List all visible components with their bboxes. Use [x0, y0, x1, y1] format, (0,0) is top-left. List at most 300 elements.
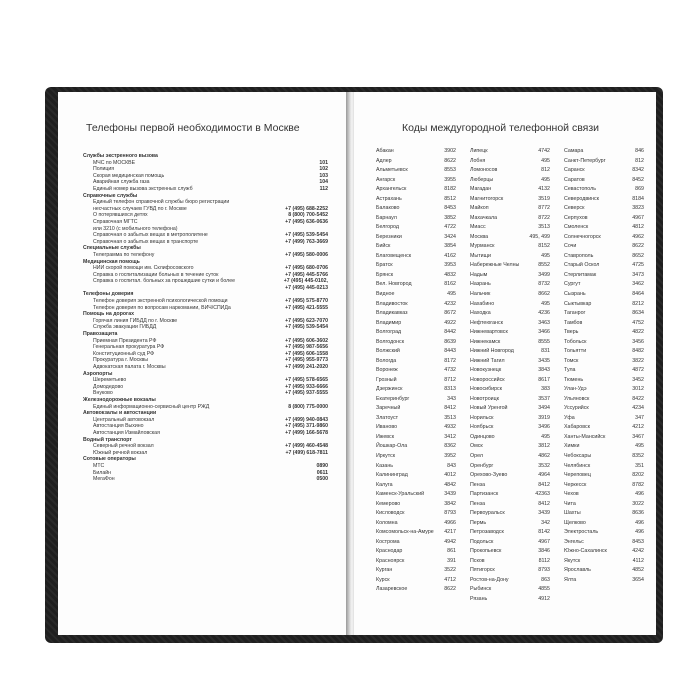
area-code-row: [376, 376, 456, 386]
city-name: Тула: [564, 367, 576, 374]
phone-entry: [83, 470, 328, 477]
area-code-row: [376, 300, 456, 310]
section-heading-label: Аэропорты: [83, 370, 113, 377]
city-name: Владивосток: [376, 300, 408, 307]
phone-number: +7 (495) 688-2252: [285, 205, 328, 212]
city-name: Чебоксары: [564, 453, 592, 459]
area-code-row: [470, 576, 550, 586]
dialing-code: 812: [635, 157, 644, 164]
dialing-code: 4162: [444, 252, 456, 259]
area-code-row: [470, 328, 550, 338]
city-name: Березники: [376, 233, 402, 240]
phone-number: 0611: [316, 469, 328, 476]
area-code-row: [376, 471, 456, 481]
dialing-code: 4732: [444, 367, 456, 374]
city-name: Магадан: [470, 186, 492, 193]
dialing-code: 495: [541, 176, 550, 183]
city-name: Якутск: [564, 557, 581, 564]
city-name: Братск: [376, 262, 393, 269]
dialing-code: 495: [635, 443, 644, 450]
dialing-code: 391: [447, 557, 456, 564]
phone-entry: [83, 351, 328, 358]
phone-entry-label: Южный речной вокзал: [93, 449, 148, 456]
dialing-code: 812: [541, 167, 550, 174]
area-code-row: [470, 261, 550, 271]
phone-number: +7 (495) 575-8770: [285, 298, 328, 305]
city-name: Астрахань: [376, 195, 402, 202]
city-name: Ноябрьск: [470, 424, 494, 431]
phone-entry-label: МегаФон: [93, 476, 115, 483]
dialing-code: 8782: [632, 481, 644, 488]
phone-entry: [83, 417, 328, 424]
dialing-code: 8722: [538, 214, 550, 221]
dialing-code: 3522: [444, 567, 456, 574]
phone-number: +7 (495) 606-3602: [285, 337, 328, 344]
phone-entry-label: Справка о госпитализации больных в течение суток: [93, 271, 219, 278]
area-code-row: [470, 557, 550, 567]
area-code-row: [376, 538, 456, 548]
dialing-code: 3953: [444, 262, 456, 269]
area-code-row: [564, 528, 644, 538]
city-name: Нальчик: [470, 290, 491, 297]
phone-number: +7 (495) 445-5766: [285, 271, 328, 278]
dialing-code: 4725: [632, 262, 644, 269]
phone-number: +7 (495) 636-0636: [285, 218, 328, 225]
phone-number: 0890: [316, 462, 328, 469]
phone-entry: [83, 265, 328, 272]
city-name: Комсомольск-на-Амуре: [376, 529, 434, 536]
section-heading-label: Специальные службы: [83, 245, 141, 252]
dialing-code: 3519: [538, 195, 550, 202]
dialing-code: 3463: [538, 319, 550, 326]
area-code-row: [376, 442, 456, 452]
city-name: Петрозаводск: [470, 529, 504, 536]
dialing-code: 3952: [444, 453, 456, 459]
dialing-code: 3439: [444, 491, 456, 498]
phone-entry: [83, 476, 328, 483]
city-name: Орел: [470, 453, 483, 459]
area-code-row: [376, 290, 456, 300]
phone-entry-label: Генеральная прокуратура РФ: [93, 344, 165, 351]
dialing-code: 8732: [538, 281, 550, 288]
city-name: Калуга: [376, 481, 393, 488]
dialing-code: 8172: [444, 357, 456, 364]
area-code-row: [376, 490, 456, 500]
dialing-code: 8552: [538, 262, 550, 269]
dialing-code: 8662: [538, 290, 550, 297]
area-code-row: [564, 166, 644, 176]
area-code-row: [376, 385, 456, 395]
area-code-row: [376, 404, 456, 414]
city-name: Новотроицк: [470, 395, 499, 402]
city-name: Томск: [564, 357, 579, 364]
city-name: Набережные Челны: [470, 262, 520, 269]
section-heading-label: Медицинская помощь: [83, 258, 140, 265]
dialing-code: 8622: [632, 243, 644, 250]
dialing-code: 843: [447, 462, 456, 469]
dialing-code: 4012: [444, 472, 456, 479]
phone-entry-label: Прокуратура г. Москвы: [93, 357, 148, 364]
area-code-row: [470, 395, 550, 405]
area-code-row: [470, 252, 550, 262]
city-name: Махачкала: [470, 214, 498, 221]
dialing-code: 8362: [444, 443, 456, 450]
dialing-code: 3846: [538, 548, 550, 555]
area-code-row: [376, 481, 456, 491]
area-code-column: [564, 147, 644, 605]
section-heading-label: Службы экстренного вызова: [83, 153, 158, 159]
dialing-code: 8313: [444, 386, 456, 393]
phone-entry: [83, 318, 328, 325]
area-code-row: [470, 385, 550, 395]
area-code-row: [376, 557, 456, 567]
dialing-code: 3462: [632, 281, 644, 288]
dialing-code: 3955: [444, 176, 456, 183]
area-code-row: [470, 185, 550, 195]
area-code-row: [470, 233, 550, 243]
area-code-row: [470, 433, 550, 443]
dialing-code: 3022: [632, 500, 644, 507]
city-name: Альметьевск: [376, 167, 408, 174]
city-name: Бийск: [376, 243, 391, 250]
area-code-row: [376, 195, 456, 205]
city-name: Сыктывкар: [564, 300, 592, 307]
area-code-row: [564, 319, 644, 329]
area-code-row: [376, 585, 456, 595]
phone-entry-label: Автостанция Выхино: [93, 423, 144, 430]
phone-entry: [83, 430, 328, 437]
area-code-row: [376, 414, 456, 424]
dialing-code: 3439: [538, 510, 550, 517]
section-heading: [83, 456, 328, 463]
phone-entry: [83, 324, 328, 331]
area-code-row: [564, 395, 644, 405]
city-name: Находка: [470, 310, 491, 317]
city-name: Лазаревское: [376, 586, 408, 593]
city-name: Кемерово: [376, 500, 401, 507]
dialing-code: 4232: [444, 300, 456, 307]
dialing-code: 8793: [538, 567, 550, 574]
phone-entry: [83, 423, 328, 430]
city-name: Лобня: [470, 157, 486, 164]
city-name: Надым: [470, 271, 488, 278]
phone-entry-label: Приемная Президента РФ: [93, 337, 157, 344]
dialing-code: 3902: [444, 148, 456, 154]
city-name: Уссурийск: [564, 405, 589, 412]
city-name: Кострома: [376, 538, 400, 545]
dialing-code: 4234: [632, 405, 644, 412]
area-code-row: [564, 500, 644, 510]
dialing-code: 3467: [632, 433, 644, 440]
dialing-code: 8142: [538, 529, 550, 536]
dialing-code: 8617: [538, 376, 550, 383]
city-name: Ангарск: [376, 176, 396, 183]
section-heading-label: Справочные службы: [83, 192, 138, 199]
city-name: Красноярск: [376, 557, 405, 564]
dialing-code: 3823: [632, 205, 644, 212]
phone-entry-label: НИИ скорой помощи им. Склифосовского: [93, 265, 194, 272]
city-name: Белгород: [376, 224, 399, 231]
area-code-row: [376, 423, 456, 433]
city-name: Химки: [564, 443, 580, 450]
dialing-code: 3496: [538, 424, 550, 431]
area-code-row: [376, 462, 456, 472]
city-name: Чехов: [564, 491, 579, 498]
dialing-code: 4132: [538, 186, 550, 193]
phone-number: +7 (499) 940-0843: [285, 416, 328, 423]
area-code-row: [564, 204, 644, 214]
phone-entry: [83, 305, 328, 312]
dialing-code: 8212: [632, 300, 644, 307]
phone-number: +7 (495) 623-7070: [285, 317, 328, 324]
area-code-column: [470, 147, 550, 605]
area-codes-table: [376, 147, 644, 605]
phone-entry-label: Аварийная служба газа: [93, 179, 150, 186]
dialing-code: 42363: [535, 491, 550, 498]
area-code-row: [470, 271, 550, 281]
city-name: Курск: [376, 576, 390, 583]
city-name: Вологда: [376, 357, 397, 364]
city-name: Воронеж: [376, 367, 398, 374]
dialing-code: 496: [635, 491, 644, 498]
area-code-row: [564, 233, 644, 243]
section-heading: [83, 311, 328, 318]
phone-entry: [83, 226, 328, 233]
city-name: Ульяновск: [564, 395, 590, 402]
area-code-row: [376, 261, 456, 271]
dialing-code: 8622: [444, 586, 456, 593]
phone-entry-label: Скорая медицинская помощь: [93, 172, 165, 179]
city-name: Новый Уренгой: [470, 405, 508, 412]
dialing-code: 8443: [444, 348, 456, 355]
city-name: Сургут: [564, 281, 581, 288]
phone-entry-label: Справочная о забытых вещах в транспорте: [93, 238, 199, 245]
area-code-row: [376, 528, 456, 538]
dialing-code: 4852: [632, 567, 644, 574]
dialing-code: 4964: [538, 472, 550, 479]
phone-number: +7 (495) 371-9860: [285, 423, 328, 430]
phone-entry-label: Телеграмма по телефону: [93, 251, 155, 258]
city-name: Шахты: [564, 510, 581, 517]
dialing-code: 4842: [444, 481, 456, 488]
city-name: Севастополь: [564, 186, 596, 193]
city-name: Пермь: [470, 519, 487, 526]
city-name: Тобольск: [564, 338, 587, 345]
area-code-row: [376, 338, 456, 348]
phone-entry: [83, 344, 328, 351]
phone-entry: [83, 272, 328, 279]
city-name: Люберцы: [470, 176, 494, 183]
phone-entry-label: Внуково: [93, 390, 113, 397]
dialing-code: 8442: [444, 329, 456, 336]
area-code-row: [376, 147, 456, 157]
phone-entry: [83, 357, 328, 364]
area-code-row: [470, 462, 550, 472]
city-name: Нижневартовск: [470, 329, 508, 336]
area-code-row: [564, 157, 644, 167]
area-code-row: [376, 500, 456, 510]
area-code-row: [470, 376, 550, 386]
section-heading-label: Сотовые операторы: [83, 456, 136, 463]
city-name: Прокопьевск: [470, 548, 502, 555]
city-name: Казань: [376, 462, 394, 469]
section-heading-label: Помощь на дорогах: [83, 311, 134, 318]
right-page: [354, 92, 656, 635]
area-code-row: [470, 490, 550, 500]
city-name: Новокузнецк: [470, 367, 502, 374]
city-name: Электросталь: [564, 529, 599, 536]
city-name: Хабаровск: [564, 424, 590, 431]
phone-entry: [83, 199, 328, 206]
phone-entry-label: О потерявшихся детях: [93, 212, 148, 219]
city-name: Благовещенск: [376, 252, 412, 259]
area-code-row: [564, 547, 644, 557]
dialing-code: 8634: [632, 310, 644, 317]
dialing-code: 351: [635, 462, 644, 469]
dialing-code: 3513: [538, 224, 550, 231]
area-code-row: [376, 452, 456, 462]
area-code-row: [564, 147, 644, 157]
city-name: Саранск: [564, 167, 585, 174]
dialing-code: 3466: [538, 329, 550, 336]
phone-number: +7 (495) 578-6565: [285, 377, 328, 384]
phone-entry: [83, 338, 328, 345]
phone-entry: [83, 160, 328, 167]
dialing-code: 4932: [444, 424, 456, 431]
area-code-row: [564, 338, 644, 348]
area-code-row: [564, 462, 644, 472]
phone-entry: [83, 443, 328, 450]
city-name: Череповец: [564, 472, 591, 479]
city-name: Саратов: [564, 176, 585, 183]
area-code-row: [376, 509, 456, 519]
city-name: Коломна: [376, 519, 398, 526]
dialing-code: 496: [635, 519, 644, 526]
city-name: Черкесск: [564, 481, 587, 488]
area-code-row: [470, 595, 550, 605]
city-name: Адлер: [376, 157, 392, 164]
phone-entry-label: или 3210 (с мобильного телефона): [93, 225, 178, 232]
phone-entry-label: Служба эвакуации ГИБДД: [93, 324, 157, 331]
area-code-row: [470, 585, 550, 595]
area-code-row: [470, 471, 550, 481]
phone-number: +7 (495) 955-9773: [285, 357, 328, 364]
area-code-row: [564, 509, 644, 519]
area-code-row: [564, 433, 644, 443]
dialing-code: 8512: [444, 195, 456, 202]
area-code-row: [376, 233, 456, 243]
area-code-row: [564, 481, 644, 491]
dialing-code: 8112: [538, 557, 550, 564]
area-code-row: [376, 157, 456, 167]
area-code-row: [564, 290, 644, 300]
section-heading: [83, 153, 328, 160]
city-name: Архангельск: [376, 186, 407, 193]
dialing-code: 4712: [444, 576, 456, 583]
dialing-code: 4742: [538, 148, 550, 154]
area-code-row: [564, 538, 644, 548]
phone-number: 8 (800) 700-5452: [288, 212, 328, 219]
city-name: Курган: [376, 567, 393, 574]
area-code-row: [470, 176, 550, 186]
phone-number: +7 (499) 241-2020: [285, 364, 328, 370]
dialing-code: 4822: [632, 329, 644, 336]
area-code-row: [470, 300, 550, 310]
left-page: [58, 92, 348, 635]
phone-number: +7 (495) 421-5555: [285, 304, 328, 311]
area-code-row: [470, 547, 550, 557]
phone-number: +7 (495) 539-5454: [285, 232, 328, 239]
area-code-row: [376, 433, 456, 443]
phone-entry-label: Единый телефон справочной службы бюро регистрации: [93, 199, 230, 206]
area-code-row: [470, 195, 550, 205]
dialing-code: 8152: [538, 243, 550, 250]
dialing-code: 8184: [632, 195, 644, 202]
dialing-code: 3012: [632, 386, 644, 393]
dialing-code: 8342: [632, 167, 644, 174]
area-code-row: [564, 176, 644, 186]
city-name: Первоуральск: [470, 510, 505, 517]
phone-number: 112: [319, 185, 328, 192]
phone-entry-label: Адвокатская палата г. Москвы: [93, 364, 166, 370]
city-name: Заречный: [376, 405, 401, 412]
dialing-code: 4967: [632, 214, 644, 221]
area-code-row: [564, 442, 644, 452]
city-name: Подольск: [470, 538, 494, 545]
city-name: Кисловодск: [376, 510, 405, 517]
phone-entry-label: Полиция: [93, 166, 115, 173]
city-name: Солнечногорск: [564, 233, 601, 240]
right-page-title: Коды междугородной телефонной связи: [402, 122, 600, 134]
city-name: Тамбов: [564, 319, 583, 326]
city-name: Златоуст: [376, 414, 399, 421]
phone-number: +7 (499) 460-4548: [285, 443, 328, 450]
city-name: Смоленск: [564, 224, 589, 231]
dialing-code: 8712: [444, 376, 456, 383]
area-code-row: [564, 366, 644, 376]
area-code-row: [376, 280, 456, 290]
dialing-code: 4112: [632, 557, 644, 564]
dialing-code: 8453: [444, 205, 456, 212]
area-code-row: [376, 309, 456, 319]
city-name: Орехово-Зуево: [470, 472, 508, 479]
phone-entry-label: Автостанция Измайловская: [93, 429, 160, 436]
city-name: Одинцово: [470, 433, 495, 440]
dialing-code: 8622: [444, 157, 456, 164]
dialing-code: 869: [635, 186, 644, 193]
phone-entry: [83, 364, 328, 371]
dialing-code: 863: [541, 576, 550, 583]
city-name: Серпухов: [564, 214, 588, 221]
phone-number: +7 (495) 539-5454: [285, 324, 328, 331]
area-code-row: [564, 242, 644, 252]
area-code-row: [470, 204, 550, 214]
city-name: Каменск-Уральский: [376, 491, 425, 498]
dialing-code: 8555: [538, 338, 550, 345]
area-code-row: [564, 490, 644, 500]
section-heading: [83, 397, 328, 404]
phone-entry: [83, 179, 328, 186]
dialing-code: 3854: [444, 243, 456, 250]
area-code-row: [376, 328, 456, 338]
city-name: Волгодонск: [376, 338, 405, 345]
city-name: Брянск: [376, 271, 394, 278]
dialing-code: 343: [447, 395, 456, 402]
city-name: Абакан: [376, 148, 394, 154]
phone-number: +7 (495) 606-1558: [285, 350, 328, 357]
dialing-code: 495: [541, 300, 550, 307]
area-code-row: [376, 185, 456, 195]
